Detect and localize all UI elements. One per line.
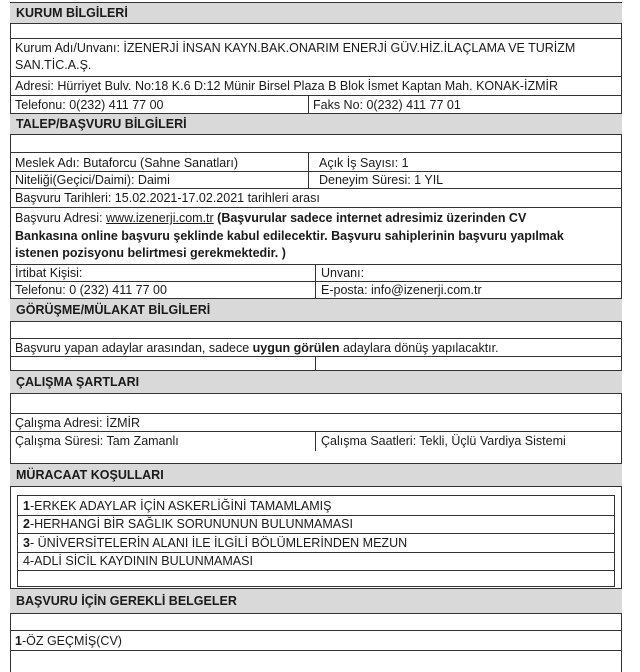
kurum-adi-cont: SAN.TİC.A.Ş. [15,58,92,72]
gorusme-text: Başvuru yapan adaylar arasından, sadece uygun görülen adaylara dönüş yapılacaktır. [15,341,499,355]
acik-is-sayisi: Açık İş Sayısı: 1 [319,156,409,170]
talep-telefon: Telefonu: 0 (232) 411 77 00 [15,283,167,297]
calisma-saatleri: Çalışma Saatleri: Tekli, Üçlü Vardiya Sistemi [321,434,566,448]
basvuru-adresi [15,211,526,226]
kurum-telefon: Telefonu: 0(232) 411 77 00 [15,98,164,112]
section-header-kurum [10,2,622,24]
irtibat-kisisi: İrtibat Kişisi: [15,266,83,280]
divider [308,95,309,113]
calisma-adresi: Çalışma Adresi: İZMİR [15,416,141,430]
kurum-adi: Kurum Adı/Unvanı: İZENERJİ İNSAN KAYN.BAK.ONARIM ENERJİ GÜV.HİZ.İLAÇLAMA VE TURİZM [15,41,576,55]
divider [17,515,615,516]
section-title: ÇALIŞMA ŞARTLARI [16,375,140,389]
section-header-muracaat [10,463,622,487]
basvuru-adresi-label: Başvuru Adresi: [15,211,107,225]
kurum-adres: Adresi: Hürriyet Bulv. No:18 K.6 D:12 Münir Birsel Plaza B Blok İsmet Kaptan Mah. KONAK-İZMİR [15,79,559,93]
divider [10,356,622,357]
section-title: MÜRACAAT KOŞULLARI [16,468,164,482]
divider [10,38,622,39]
unvani: Unvanı: [321,266,365,280]
divider [10,281,622,282]
section-header-gorusme [10,298,622,322]
divider [10,431,622,432]
section-title: GÖRÜŞME/MÜLAKAT BİLGİLERİ [16,303,211,317]
basvuru-link[interactable]: www.izenerji.com.tr [106,211,214,225]
section-title: BAŞVURU İÇİN GEREKLİ BELGELER [16,594,237,608]
section-header-talep [10,113,622,135]
divider [10,338,622,339]
basvuru-tarihleri: Başvuru Tarihleri: 15.02.2021-17.02.2021 tarihleri arası [15,191,320,205]
section-title: TALEP/BAŞVURU BİLGİLERİ [16,117,187,131]
deneyim-suresi: Deneyim Süresi: 1 YIL [319,173,444,187]
section-title: KURUM BİLGİLERİ [16,6,128,20]
muracaat-item-4: 4-ADLİ SİCİL KAYDININ BULUNMAMASI [23,554,253,568]
divider [315,356,316,370]
muracaat-item-3: 3- ÜNİVERSİTELERİN ALANI İLE İLGİLİ BÖLÜMLERİNDEN MEZUN [23,536,408,550]
divider [10,95,622,96]
divider [10,207,622,208]
divider [308,152,309,188]
divider [10,264,622,265]
divider [10,650,622,651]
divider [10,152,622,153]
meslek-adi: Meslek Adı: Butaforcu (Sahne Sanatları) [15,156,239,170]
calisma-suresi: Çalışma Süresi: Tam Zamanlı [15,434,179,448]
divider [17,570,615,571]
basvuru-note-line3: istenen pozisyonu belirtmesi gerekmektedir. ) [15,246,286,260]
eposta: E-posta: info@izenerji.com.tr [321,283,482,297]
belge-item-1: 1-ÖZ GEÇMİŞ(CV) [15,634,122,648]
niteligi: Niteliği(Geçici/Daimi): Daimi [15,173,170,187]
kurum-faks: Faks No: 0(232) 411 77 01 [313,98,461,112]
muracaat-item-2: 2-HERHANGİ BİR SAĞLIK SORUNUNUN BULUNMAMASI [23,517,353,531]
divider [17,533,615,534]
divider [10,171,622,172]
divider [10,188,622,189]
divider [10,413,622,414]
basvuru-note-line2: Bankasına online başvuru şeklinde kabul edilecektir. Başvuru sahiplerinin başvuru yapılmak [15,229,564,243]
muracaat-item-1: 1-ERKEK ADAYLAR İÇİN ASKERLİĞİNİ TAMAMLAMIŞ [23,499,332,513]
divider [315,431,316,451]
section-header-calisma [10,370,622,394]
basvuru-note: (Başvurular sadece internet adresimiz üzerinden CV [213,211,527,225]
section-header-belgeler [10,588,622,614]
divider [10,630,622,631]
divider [10,76,622,77]
divider [17,552,615,553]
